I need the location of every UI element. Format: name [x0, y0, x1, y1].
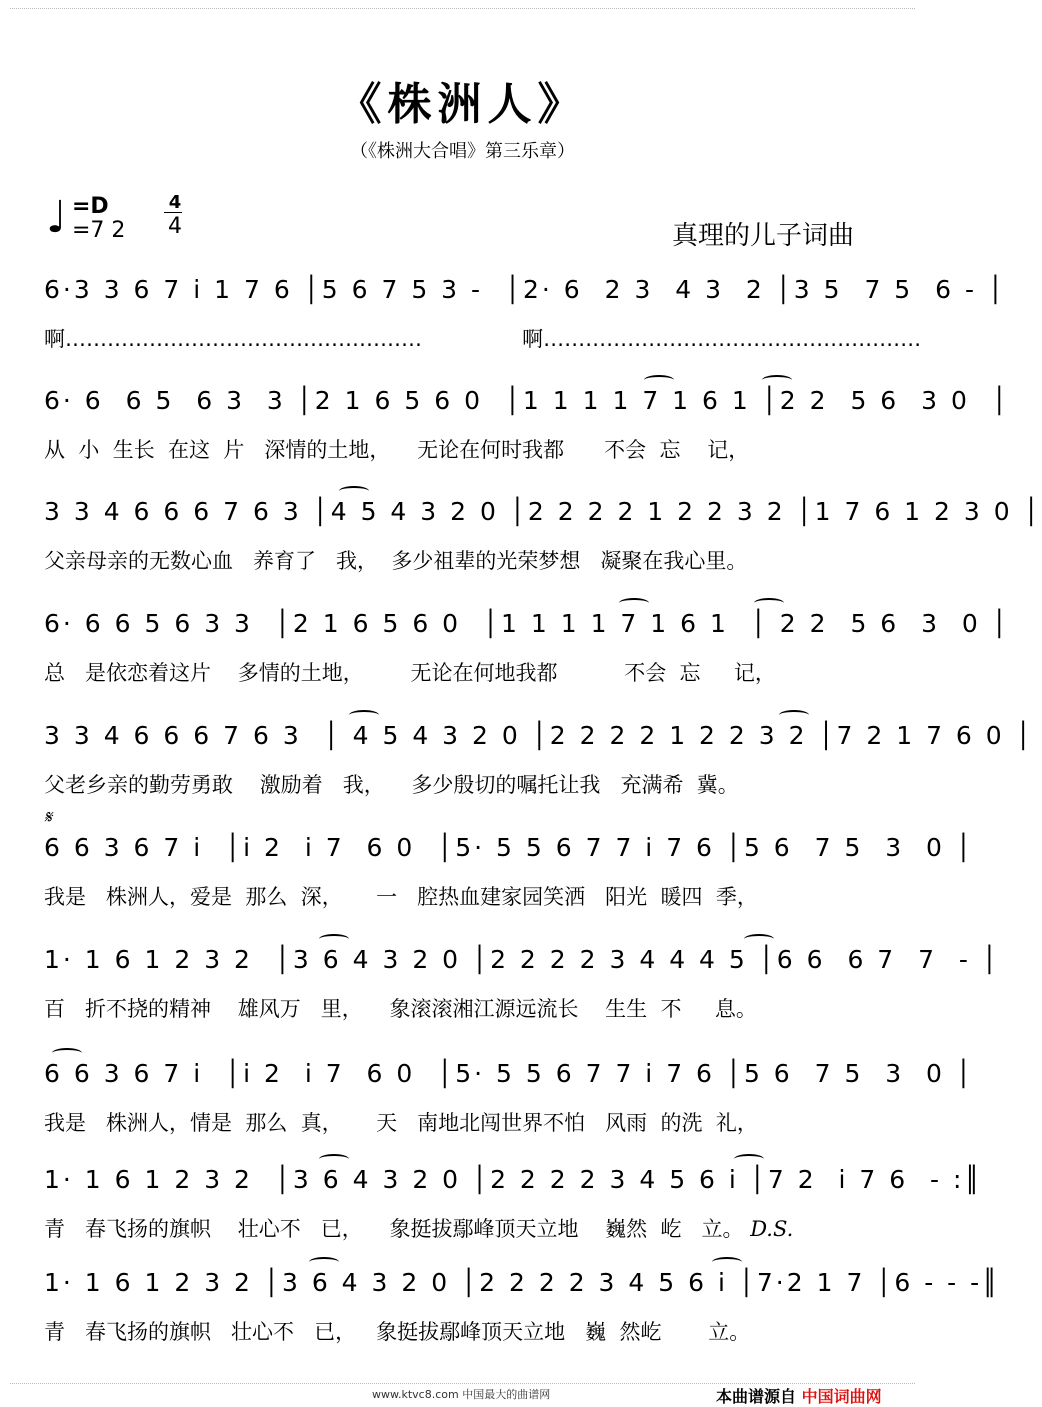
slur-mark: [779, 710, 809, 720]
time-signature-top: 4: [168, 192, 182, 213]
notation-line: 1· 1 6 1 2 3 2 │3 6 4 3 2 0 │2 2 2 2 3 4 5 6 i │7 2 i 7 6 - :║: [44, 1165, 983, 1194]
notation-line: 6· 6 6 5 6 3 3 │2 1 6 5 6 0 │1 1 1 1 7 1 6 1 │ 2 2 5 6 3 0 │: [44, 609, 1010, 638]
tempo-bpm: =7 2: [72, 218, 126, 243]
notation-line: 6 6 3 6 7 i │i 2 i 7 6 0 │5· 5 5 6 7 7 i 7 6 │5 6 7 5 3 0 │: [44, 833, 974, 862]
slur-mark: [644, 375, 674, 385]
ds-mark: D.S.: [750, 1217, 794, 1241]
lyric-line: 从 小 生长 在这 片 深情的土地， 无论在何时我都 不会 忘 记，: [44, 438, 750, 462]
lyric-line: 青 春飞扬的旗帜 壮心不 已， 象挺拔鄢峰顶天立地 巍 然屹 立。: [44, 1320, 751, 1344]
time-signature-divider: [164, 212, 182, 213]
lyric-text: 青 春飞扬的旗帜 壮心不 已， 象挺拔鄢峰顶天立地 巍然 屹 立。: [44, 1217, 744, 1241]
lyric-line: 我是 株洲人，情是 那么 真， 天 南地北闯世界不怕 风雨 的洗 礼，: [44, 1111, 758, 1135]
song-title: 《株洲人》: [337, 79, 588, 130]
key-signature: =D: [72, 194, 109, 219]
notation-line: 6·3 3 6 7 i 1 7 6 │5 6 7 5 3 - │2· 6 2 3 4 3 2 │3 5 7 5 6 - │: [44, 275, 1006, 304]
quarter-note-icon: ♩: [46, 192, 67, 243]
slur-mark: [619, 598, 649, 608]
slur-mark: [319, 934, 349, 944]
notation-line: 1· 1 6 1 2 3 2 │3 6 4 3 2 0 │2 2 2 2 3 4 5 6 i │7·2 1 7 │6 - - -║: [44, 1268, 1001, 1297]
tempo-marking: [46, 192, 182, 244]
notation-line: 1· 1 6 1 2 3 2 │3 6 4 3 2 0 │2 2 2 2 3 4 4 4 5 │6 6 6 7 7 - │: [44, 945, 1000, 974]
footer-source: [716, 1384, 882, 1407]
segno-icon: 𝄋: [44, 807, 52, 828]
slur-mark: [319, 1154, 349, 1164]
lyric-line: 我是 株洲人，爱是 那么 深， 一 腔热血建家园笑洒 阳光 暖四 季，: [44, 885, 758, 909]
slur-mark: [52, 1048, 82, 1058]
lyric-line: 百 折不挠的精神 雄风万 里， 象滚滚湘江源远流长 生生 不 息。: [44, 997, 757, 1021]
time-signature-bottom: 4: [168, 214, 182, 239]
song-subtitle: （《株洲大合唱》第三乐章）: [350, 141, 575, 162]
slur-mark: [309, 1257, 339, 1267]
footer-source-label: 本曲谱源自: [716, 1387, 797, 1406]
top-border: [10, 8, 915, 9]
slur-mark: [762, 375, 792, 385]
slur-mark: [744, 934, 774, 944]
lyric-line: 总 是依恋着这片 多情的土地， 无论在何地我都 不会 忘 记，: [44, 661, 776, 685]
slur-mark: [734, 1154, 764, 1164]
notation-line: 3 3 4 6 6 6 7 6 3 │4 5 4 3 2 0 │2 2 2 2 1 2 2 3 2 │1 7 6 1 2 3 0 │: [44, 497, 1042, 526]
notation-line: 6· 6 6 5 6 3 3 │2 1 6 5 6 0 │1 1 1 1 7 1 6 1 │2 2 5 6 3 0 │: [44, 386, 1010, 415]
footer-source-site[interactable]: 中国词曲网: [801, 1387, 882, 1406]
footer-site-link[interactable]: www.ktvc8.com 中国最大的曲谱网: [372, 1388, 551, 1401]
notation-line: 6 6 3 6 7 i │i 2 i 7 6 0 │5· 5 5 6 7 7 i 7 6 │5 6 7 5 3 0 │: [44, 1059, 974, 1088]
slur-mark: [349, 710, 379, 720]
lyric-line: 父亲母亲的无数心血 养育了 我， 多少祖辈的光荣梦想 凝聚在我心里。: [44, 549, 748, 573]
slur-mark: [754, 598, 784, 608]
author-credit: 真理的儿子词曲: [672, 221, 855, 251]
lyric-line: 啊…………………………………………… 啊………………………………………………: [44, 327, 922, 351]
notation-line: 3 3 4 6 6 6 7 6 3 │ 4 5 4 3 2 0 │2 2 2 2 1 2 2 3 2 │7 2 1 7 6 0 │: [44, 721, 1034, 750]
slur-mark: [712, 1257, 742, 1267]
slur-mark: [339, 486, 369, 496]
lyric-line: [44, 1214, 886, 1244]
lyric-line: 父老乡亲的勤劳勇敢 激励着 我， 多少殷切的嘱托让我 充满希 冀。: [44, 773, 739, 797]
